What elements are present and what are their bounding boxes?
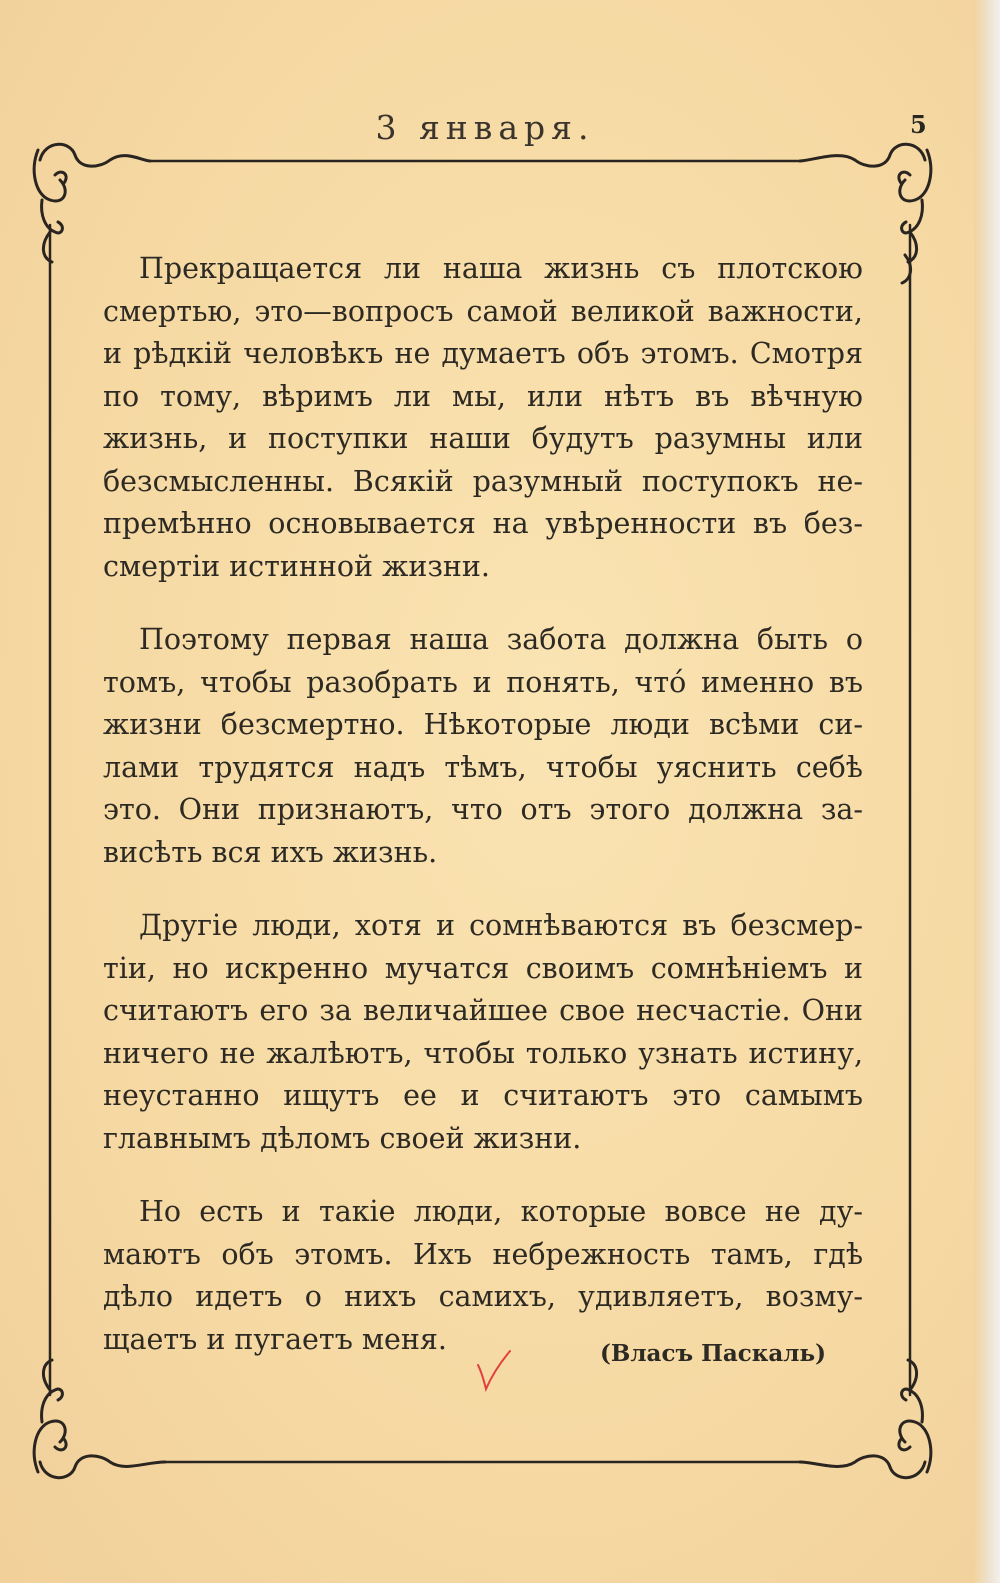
- paragraph: Другіе люди, хотя и сомнѣваются въ безсмертіи, но искренно мучатся своимъ сомнѣніемъ и считаютъ его за величайшее свое несчастіе. Они ничего не жалѣютъ, чтобы только узнать истину, неустанно ищутъ ее и считаютъ это самымъ главнымъ дѣломъ своей жизни.: [103, 909, 863, 1155]
- red-check-mark-icon: [470, 1345, 520, 1395]
- corner-ornament-top-left: [34, 144, 150, 262]
- paragraph: Прекращается ли наша жизнь съ плотскою смертью, это—вопросъ самой великой важности, и рѣдкій человѣкъ не думаетъ объ этомъ. Смотря по тому, вѣримъ ли мы, или нѣтъ въ вѣчную жизнь, и поступки наши будутъ разумны или безсмысленны. Всякій разумный поступокъ непремѣнно основывается на увѣренности въ безсмертіи истинной жизни.: [103, 252, 863, 583]
- body-text: [103, 248, 863, 1392]
- author-signature: (Власъ Паскаль): [600, 1340, 826, 1367]
- page-header-title: 3 января.: [375, 108, 595, 147]
- paragraph: Поэтому первая наша забота должна быть о томъ, чтобы разобрать и понять, что́ именно въ жизни безсмертно. Нѣкоторые люди всѣми силами трудятся надъ тѣмъ, чтобы уяснить себѣ это. Они признаютъ, что отъ этого должна зависѣть вся ихъ жизнь.: [103, 623, 863, 869]
- paragraph: Но есть и такіе люди, которые вовсе не думаютъ объ этомъ. Ихъ небрежность тамъ, гдѣ дѣло идетъ о нихъ самихъ, удивляетъ, возмущаетъ и пугаетъ меня.: [103, 1195, 863, 1356]
- page-number: 5: [910, 110, 927, 139]
